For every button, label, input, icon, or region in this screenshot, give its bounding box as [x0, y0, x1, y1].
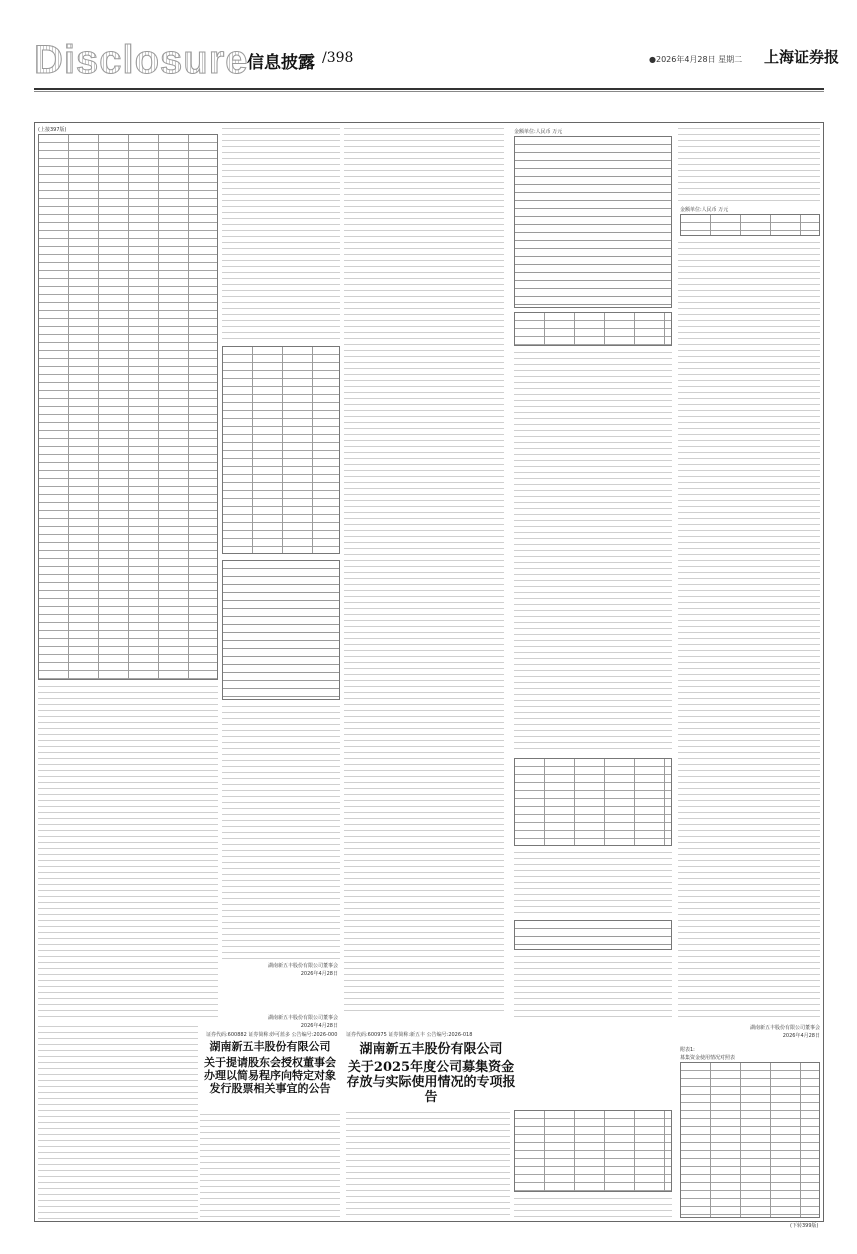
fund-balance-table-col4	[514, 136, 672, 308]
signature-3: 湖南新五丰股份有限公司董事会	[749, 1025, 820, 1031]
col4-unit-label: 金额单位:人民币 万元	[514, 129, 563, 135]
text-block-col4-c	[514, 954, 672, 1020]
appendix-title: 募集资金使用情况对照表	[680, 1055, 736, 1061]
continued-to-label: (下转399版)	[790, 1223, 819, 1229]
text-block-notice-mid	[346, 1110, 510, 1220]
issue-date: ●2026年4月28日 星期二	[649, 55, 743, 64]
section-title: 信息披露	[247, 53, 315, 73]
fund-table-col2	[222, 346, 340, 554]
text-block-notice-left	[200, 1112, 340, 1220]
notice-mid-codes: 证券代码:600975 证券简称:新五丰 公告编号:2026-018	[346, 1032, 473, 1038]
text-block-col2-top	[222, 126, 340, 341]
text-block-col1	[38, 684, 218, 1019]
signature-date-1: 2026年4月28日	[300, 971, 338, 977]
notice-left-codes: 证券代码:600882 证券简称:妙可蓝多 公告编号:2026-000	[206, 1032, 338, 1038]
text-block-col1-bottom	[38, 1024, 198, 1220]
fund-detail-table-col2	[222, 560, 340, 700]
continued-from-label: (上接397版)	[38, 127, 67, 133]
fund-account-table-col4	[514, 312, 672, 346]
header-rule	[34, 88, 824, 90]
table-col5-top	[680, 214, 820, 236]
page-number: /398	[322, 50, 354, 66]
text-block-col4-b	[514, 850, 672, 916]
notice-left-title: 关于提请股东会授权董事会办理以简易程序向特定对象发行股票相关事宜的公告	[204, 1056, 336, 1095]
appendix-label: 附表1:	[680, 1047, 695, 1053]
text-block-col5	[678, 240, 820, 1020]
signature-1: 湖南新五丰股份有限公司董事会	[267, 963, 338, 969]
col5-unit-label: 金额单位:人民币 万元	[680, 207, 729, 213]
appendix-table	[680, 1062, 820, 1218]
signature-date-2: 2026年4月28日	[300, 1023, 338, 1029]
notice-left-company: 湖南新五丰股份有限公司	[209, 1040, 331, 1053]
text-block-col2-mid	[222, 704, 340, 959]
signature-date-3: 2026年4月28日	[782, 1033, 820, 1039]
use-table-col4-bottom	[514, 1110, 672, 1192]
summary-table-col4	[514, 920, 672, 950]
text-block-col3	[344, 126, 504, 1016]
project-table-col1	[38, 134, 218, 680]
notice-mid-company: 湖南新五丰股份有限公司	[359, 1042, 503, 1057]
header-rule-thin	[34, 91, 824, 92]
bank-account-table-col4	[514, 758, 672, 846]
text-block-col4	[514, 350, 672, 750]
signature-2: 湖南新五丰股份有限公司董事会	[267, 1015, 338, 1021]
notice-mid-title: 关于2025年度公司募集资金存放与实际使用情况的专项报告	[346, 1060, 516, 1105]
newspaper-name: 上海证券报	[764, 48, 840, 66]
masthead-logo-disclosure: Disclosure	[34, 38, 249, 82]
text-block-col4-d	[514, 1196, 672, 1220]
text-block-col5-top	[678, 126, 820, 204]
